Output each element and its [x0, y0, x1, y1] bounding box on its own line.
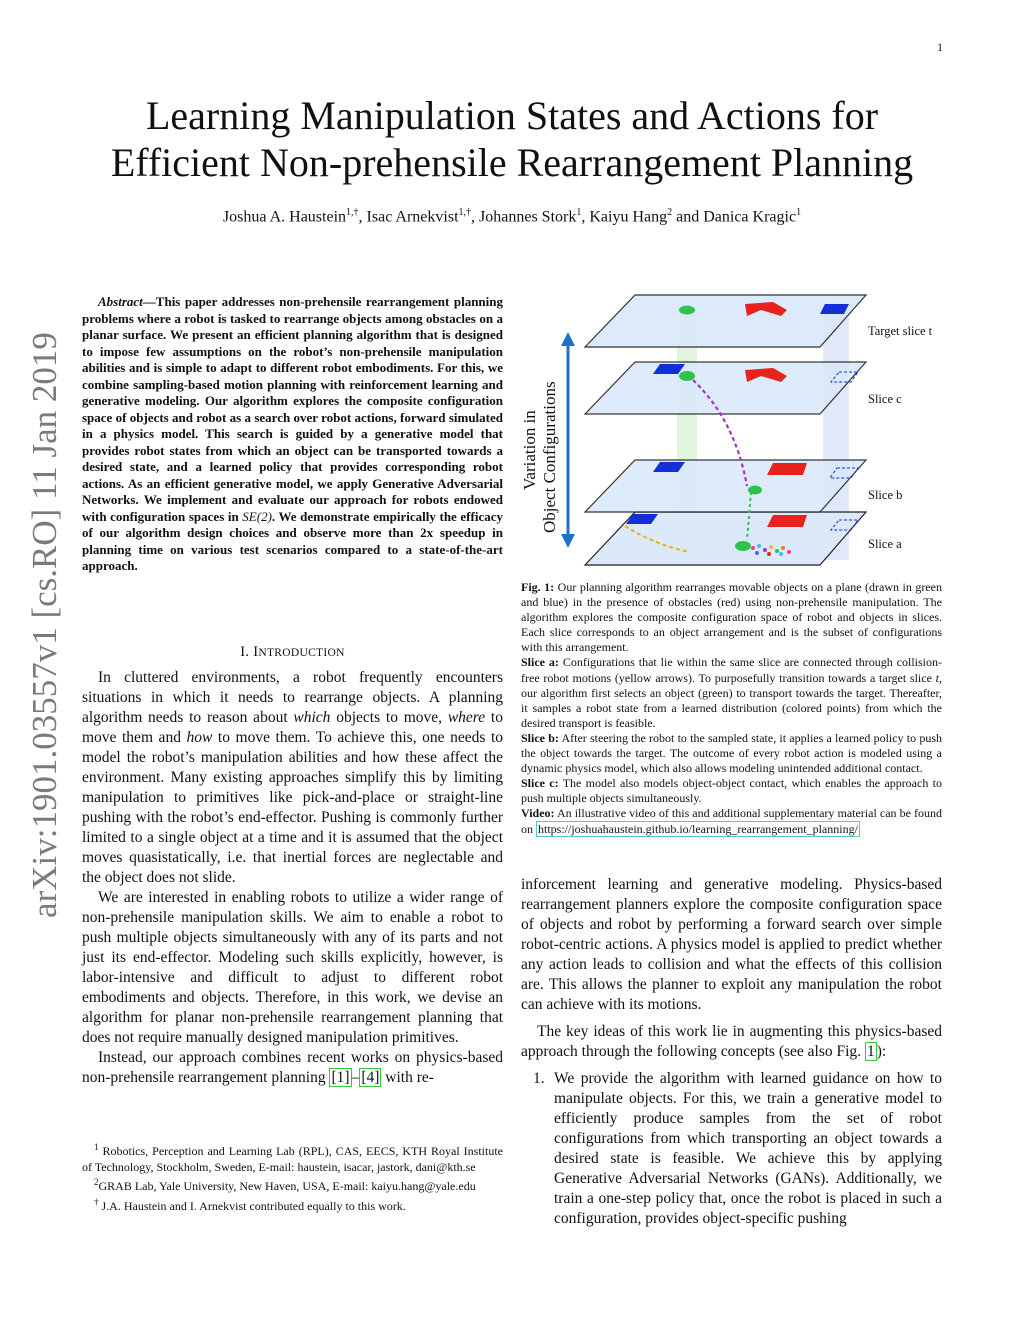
- figure-reference-link[interactable]: 1: [866, 1043, 875, 1060]
- list-number: 1.: [533, 1070, 545, 1087]
- footnote: † J.A. Haustein and I. Arnekvist contributed equally to this work.: [94, 1196, 406, 1213]
- author-affiliation: 1,†: [458, 207, 472, 218]
- list-item-text: We provide the algorithm with learned guidance on how to manipulate objects. For this, we train a generative model to efficiently produce samples from the set of robot configurations from which transporting an object towards a desired state is feasible. We achieve this by applying Generative Adversarial Networks (GANs). Additionally, we train a one-step policy that, once the robot is placed in such a configuration, provides object-specific pushing: [554, 1070, 942, 1227]
- paragraph: We are interested in enabling robots to utilize a wider range of non-prehensile manipulation skills. We aim to enable a robot to push multiple objects simultaneously with any of its parts and not just its end-effector. Modeling such skills explicitly, however, is labor-intensive and difficult to adjust to different robot embodiments and objects. Therefore, in this work, we devise an algorithm for planar non-prehensile rearrangement planning that does not require manually designed manipulation primitives.: [82, 889, 503, 1046]
- slice-a-plane: [585, 512, 866, 565]
- abstract-text-end: . We demonstrate empirically the efficacy of our algorithm design choices and observe more than 2x speedup in planning time on various test scenarios compared to a state-of-the-art approach.: [82, 508, 503, 573]
- video-url-link[interactable]: https://joshuahaustein.github.io/learning_rearrangement_planning/: [538, 821, 858, 836]
- paragraph: inforcement learning and generative modeling. Physics-based rearrangement planners explore the composite configuration space of objects and robot by performing a forward search over simple robot-centric actions. A physics model is applied to predict whether any action leads to collision and what the effects of this collision are. This allows the planner to exploit any manipulation the robot can achieve with its motions.: [521, 876, 942, 1013]
- author-separator: ,: [358, 208, 367, 226]
- abstract-label: Abstract: [98, 294, 143, 309]
- abstract-dash: —: [142, 294, 156, 309]
- target-slice-plane: [585, 295, 866, 347]
- author-name: Isac Arnekvist: [366, 208, 459, 226]
- title-line-2: Efficient Non-prehensile Rearrangement Planning: [110, 140, 914, 185]
- author-separator: ,: [581, 208, 590, 226]
- paper-title: [60, 92, 964, 186]
- author-affiliation: 1: [576, 207, 582, 218]
- section-title-rest: NTRODUCTION: [258, 647, 345, 659]
- caption-paragraph: Slice a: Configurations that lie within the same slice are connected through collision-free robot motions (yellow arrows). To purposefully transition towards a target slice t, our algorithm first selects an object (green) to transport towards the target. Thereafter, it samples a robot state from a learned distribution (colored points) from which the desired transport is feasible.: [521, 655, 942, 730]
- footnotes: [82, 1140, 503, 1214]
- author-affiliation: 1: [796, 207, 802, 218]
- right-column-body: [521, 875, 942, 1229]
- figure-1: [515, 290, 947, 570]
- citation-link[interactable]: [4]: [361, 1069, 380, 1086]
- abstract-math: SE(2): [242, 508, 272, 524]
- slice-label-target: Target slice t: [868, 324, 933, 338]
- author-list: [60, 207, 964, 226]
- section-numeral: I.: [240, 644, 254, 660]
- figure-caption: [521, 580, 942, 837]
- paragraph: Instead, our approach combines recent works on physics-based non-prehensile rearrangement planning [1] – [4] with re-: [82, 1049, 503, 1086]
- footnote: $^1$ Robotics, Perception and Learning Lab (RPL), CAS, EECS, KTH Royal Institute of Technology, Stockholm, Sweden, E-mail: haustein, isacar, jastork, dani@kth.se: [82, 1142, 503, 1174]
- author-name: Joshua A. Haustein: [222, 208, 347, 226]
- section-initial: I: [253, 644, 259, 660]
- caption-paragraph: Slice c: The model also models object-object contact, which enables the approach to push multiple objects simultaneously.: [521, 776, 942, 806]
- arxiv-identifier: arXiv:1901.03557v1 [cs.RO] 11 Jan 2019: [25, 332, 64, 918]
- paragraph: In cluttered environments, a robot frequently encounters situations in which it needs to rearrange objects. A planning algorithm needs to reason about which objects to move, where to move them and how to move them. To achieve this, one needs to model the robot’s manipulation abilities and how these affect the environment. Many existing approaches simplify this by limiting manipulation to primitives like pick-and-place or straight-line pushing with the robot’s end-effector. Pushing is commonly further limited to a single object at a time and it is assumed that the object moves quasistatically, i.e. that inertial forces are neglectable and the object does not slide.: [82, 669, 503, 886]
- author-name: Danica Kragic: [703, 208, 797, 226]
- caption-paragraph: Fig. 1: Our planning algorithm rearranges movable objects on a plane (drawn in green and blue) in the presence of obstacles (red) using non-prehensile manipulation. The algorithm explores the composite configuration space of robot and objects in slices. Each slice corresponds to an object arrangement and is the subset of configurations with this arrangement.: [521, 580, 942, 655]
- variation-arrow-icon: [561, 332, 575, 548]
- slice-label-b: Slice b: [868, 488, 903, 502]
- y-axis-label-2: Object Configurations: [540, 381, 559, 533]
- figure-illustration: [515, 290, 947, 570]
- caption-paragraph: Slice b: After steering the robot to the sampled state, it applies a learned policy to push the object towards the target. The outcome of every robot action is modeled using a dynamic physics model, which also allows modeling unintended additional contact.: [521, 730, 942, 776]
- author-affiliation: 1,†: [346, 207, 359, 218]
- list-item: [521, 1069, 942, 1229]
- footnote: $^2$GRAB Lab, Yale University, New Haven, USA, E-mail: kaiyu.hang@yale.edu: [94, 1177, 476, 1193]
- abstract-text: This paper addresses non-prehensile rearrangement planning problems where a robot is tasked to rearrange objects among obstacles on a planar surface. We present an efficient planning algorithm that is designed to impose few assumptions on the robot’s non-prehensile manipulation abilities and is simple to adapt to different robot embodiments. For this, we combine sampling-based motion planning with reinforcement learning and generative modeling. Our algorithm explores the composite configuration space of objects and robot as a search over robot actions, forward simulated in a physics model. This search is guided by a generative model that provides robot states from which an object can be transported towards a desired state, and a learned policy that provides corresponding robot actions. As an efficient generative model, we apply Generative Adversarial Networks. We implement and evaluate our approach for robots endowed with configuration spaces in: [82, 294, 503, 524]
- author-separator: ,: [471, 208, 480, 226]
- caption-paragraph: Video: An illustrative video of this and additional supplementary material can be found on https://joshuahaustein.github.io/learning_rearrangement_planning/: [521, 806, 942, 836]
- section-heading: [82, 644, 503, 661]
- author-affiliation: 2: [667, 207, 673, 218]
- slice-label-a: Slice a: [868, 537, 902, 551]
- author-name: Johannes Stork: [479, 208, 577, 226]
- author-separator: and: [672, 208, 704, 226]
- introduction-body: [82, 668, 503, 1088]
- paragraph: The key ideas of this work lie in augmenting this physics-based approach through the following concepts (see also Fig. 1 ):: [521, 1023, 942, 1060]
- title-line-1: Learning Manipulation States and Actions for: [145, 93, 879, 138]
- author-name: Kaiyu Hang: [589, 208, 668, 226]
- slice-label-c: Slice c: [868, 392, 902, 406]
- y-axis-label-1: Variation in: [520, 410, 539, 490]
- page-number: 1: [937, 40, 943, 54]
- abstract: [82, 294, 503, 575]
- citation-link[interactable]: [1]: [331, 1069, 350, 1086]
